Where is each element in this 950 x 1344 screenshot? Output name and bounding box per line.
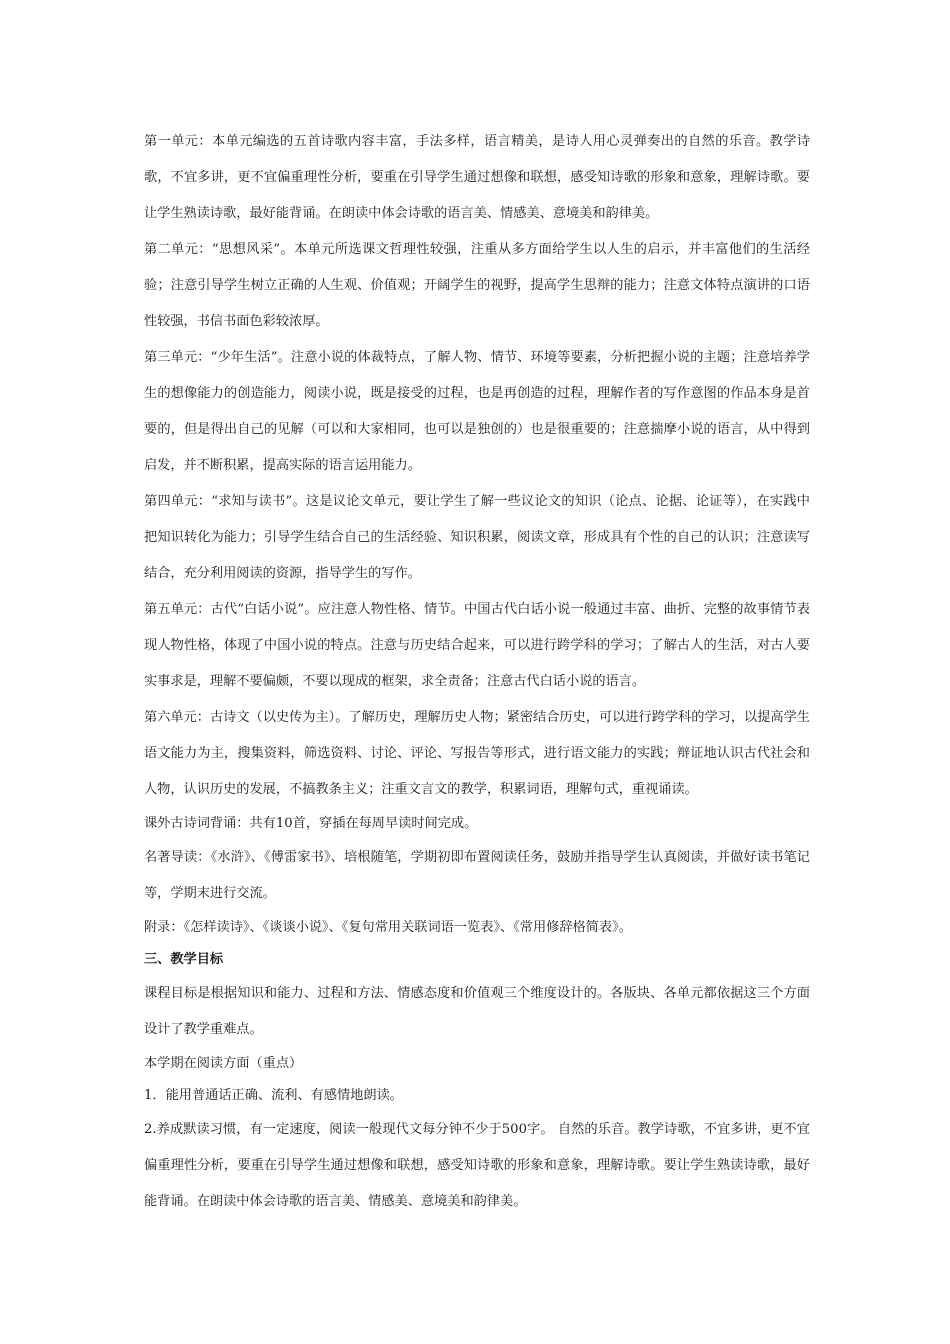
unit3-paragraph: 第三单元：“少年生活”。注意小说的体裁特点，了解人物、情节、环境等要素，分析把握小说的主题；注意培养学生的想像能力的创造能力，阅读小说，既是接受的过程，也是再创造的过程，理解作者的写作意图的作品本身是首要的，但是得出自己的见解（可以和大家相同，也可以是独创的）也是很重要的；注意揣摩小说的语言，从中得到启发，并不断积累，提高实际的语言运用能力。 bbox=[144, 350, 810, 473]
document-page bbox=[144, 124, 810, 1220]
goal-item-2: 2.养成默读习惯，有一定速度，阅读一般现代文每分钟不少于500字。 自然的乐音。教学诗歌，不宜多讲，更不宜偏重理性分析，要重在引导学生通过想像和联想，感受知诗歌的形象和意象，理解诗歌。要让学生熟读诗歌，最好能背诵。在朗读中体会诗歌的语言美、情感美、意境美和韵律美。 bbox=[144, 1122, 810, 1209]
unit2-paragraph: 第二单元：“思想风采”。本单元所选课文哲理性较强，注重从多方面给学生以人生的启示，并丰富他们的生活经验；注意引导学生树立正确的人生观、价值观；开阔学生的视野，提高学生思辩的能力；注意文体特点演讲的口语性较强，书信书面色彩较浓厚。 bbox=[144, 242, 810, 329]
unit5-paragraph: 第五单元：古代“白话小说”。应注意人物性格、情节。中国古代白话小说一般通过丰富、曲折、完整的故事情节表现人物性格，体现了中国小说的特点。注意与历史结合起来，可以进行跨学科的学习；了解古人的生活，对古人要实事求是，理解不要偏颇，不要以现成的框架，求全责备；注意古代白话小说的语言。 bbox=[144, 602, 810, 689]
extra-poems-paragraph: 课外古诗词背诵：共有10首，穿插在每周早读时间完成。 bbox=[144, 816, 478, 831]
goal-item-1: 1．能用普通话正确、流利、有感情地朗读。 bbox=[144, 1088, 403, 1103]
reading-section-title: 本学期在阅读方面（重点） bbox=[144, 1056, 303, 1071]
classics-paragraph: 名著导读：《水浒》、《傅雷家书》、培根随笔，学期初即布置阅读任务，鼓励并指导学生认真阅读，并做好读书笔记等，学期末进行交流。 bbox=[144, 850, 810, 901]
unit1-paragraph: 第一单元：本单元编选的五首诗歌内容丰富，手法多样，语言精美，是诗人用心灵弹奏出的自然的乐音。教学诗歌，不宜多讲，更不宜偏重理性分析，要重在引导学生通过想像和联想，感受知诗歌的形象和意象，理解诗歌。要让学生熟读诗歌，最好能背诵。在朗读中体会诗歌的语言美、情感美、意境美和韵律美。 bbox=[144, 134, 810, 221]
goals-intro-paragraph: 课程目标是根据知识和能力、过程和方法、情感态度和价值观三个维度设计的。各版块、各单元都依据这三个方面设计了教学重难点。 bbox=[144, 986, 810, 1037]
appendix-paragraph: 附录：《怎样读诗》、《谈谈小说》、《复句常用关联词语一览表》、《常用修辞格简表》。 bbox=[144, 920, 632, 935]
unit4-paragraph: 第四单元：“求知与读书”。这是议论文单元，要让学生了解一些议论文的知识（论点、论据、论证等），在实践中把知识转化为能力；引导学生结合自己的生活经验、知识积累，阅读文章，形成具有个性的自己的认识；注意读写结合，充分利用阅读的资源，指导学生的写作。 bbox=[144, 494, 810, 581]
section-heading-teaching-goals: 三、教学目标 bbox=[144, 952, 224, 967]
unit6-paragraph: 第六单元：古诗文（以史传为主）。了解历史，理解历史人物；紧密结合历史，可以进行跨学科的学习，以提高学生语文能力为主，搜集资料，筛选资料、讨论、评论、写报告等形式，进行语文能力的实践；辩证地认识古代社会和人物，认识历史的发展，不搞教条主义；注重文言文的教学，积累词语，理解句式，重视诵读。 bbox=[144, 710, 810, 797]
